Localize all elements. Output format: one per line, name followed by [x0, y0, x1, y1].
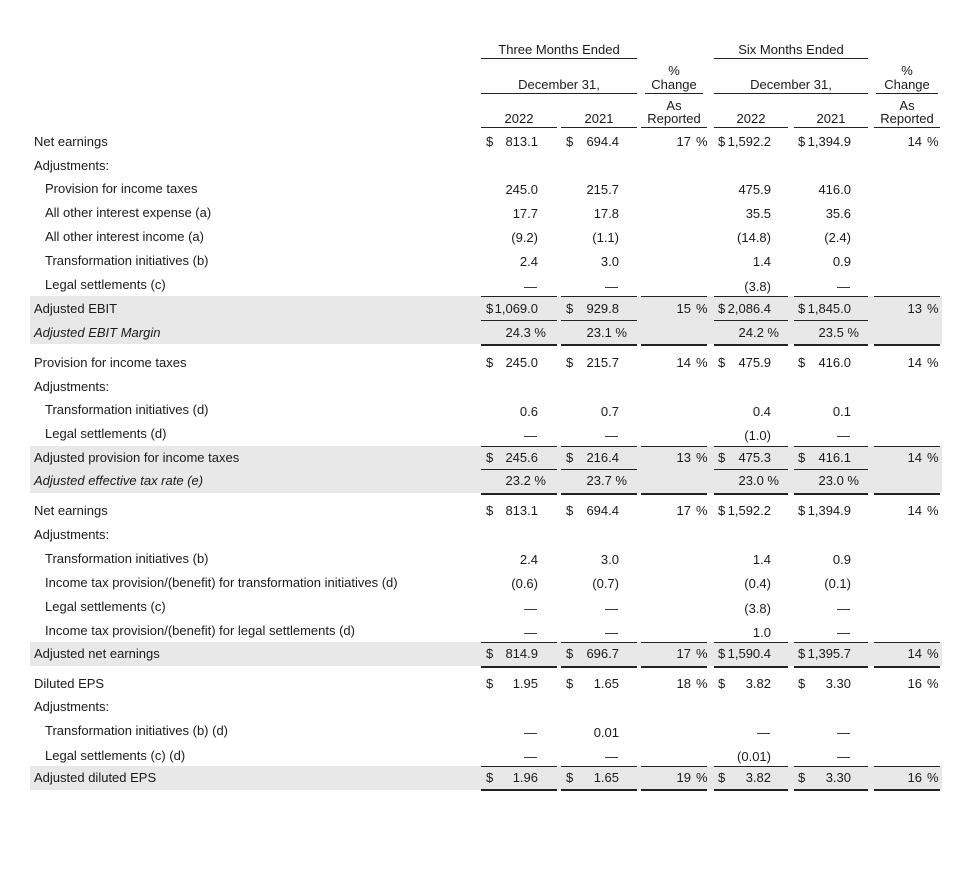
row-label: Legal settlements (c) — [45, 277, 166, 292]
table-rule — [561, 344, 637, 346]
value-cell: — — [837, 749, 850, 764]
header-pct-symbol-1: % — [668, 63, 680, 78]
header-dec31-three: December 31, — [518, 77, 600, 92]
dollar-sign: $ — [798, 503, 806, 518]
pct-change-value: 14 — [907, 646, 922, 661]
value-cell: 1,069.0 — [494, 301, 538, 316]
header-as-1: As — [666, 98, 682, 113]
value-cell: (9.2) — [511, 230, 538, 245]
table-rule — [561, 789, 637, 791]
row-label: All other interest expense (a) — [45, 205, 212, 220]
dollar-sign: $ — [798, 646, 806, 661]
dollar-sign: $ — [718, 676, 726, 691]
table-rule — [874, 344, 940, 346]
dollar-sign: $ — [718, 646, 726, 661]
value-cell: 3.30 — [825, 770, 851, 785]
row-label: Provision for income taxes — [45, 181, 198, 196]
pct-change-value: 14 — [907, 503, 922, 518]
row-label: Transformation initiatives (b) (d) — [45, 723, 229, 738]
dollar-sign: $ — [718, 301, 726, 316]
table-rule — [794, 344, 868, 346]
value-cell: 2.4 — [519, 552, 538, 567]
value-cell: 1,592.2 — [727, 503, 771, 518]
value-cell: — — [524, 428, 537, 443]
value-cell: 694.4 — [586, 503, 619, 518]
table-rule — [641, 642, 707, 643]
value-cell: 1,394.9 — [807, 503, 851, 518]
header-year-2022-b: 2022 — [736, 111, 766, 126]
pct-change-symbol: % — [927, 770, 939, 785]
table-rule — [714, 344, 788, 346]
value-cell: 23.7 % — [586, 473, 627, 488]
value-cell: 475.9 — [738, 355, 771, 370]
value-cell: 813.1 — [505, 134, 538, 149]
value-cell: 1.0 — [752, 625, 771, 640]
header-year-2021-b: 2021 — [816, 111, 846, 126]
table-rule — [794, 766, 868, 767]
table-rule — [561, 666, 637, 668]
table-rule — [874, 493, 940, 495]
dollar-sign: $ — [486, 301, 494, 316]
table-rule — [561, 493, 637, 495]
value-cell: 1.95 — [512, 676, 538, 691]
table-rule — [874, 296, 940, 297]
row-label: Transformation initiatives (b) — [45, 551, 209, 566]
dollar-sign: $ — [486, 134, 494, 149]
table-rule — [714, 320, 788, 321]
table-rule — [561, 469, 637, 470]
dollar-sign: $ — [798, 134, 806, 149]
value-cell: 17.7 — [512, 206, 538, 221]
table-rule — [481, 469, 557, 470]
table-rule — [794, 296, 868, 297]
value-cell: 3.30 — [825, 676, 851, 691]
row-label: Legal settlements (c) — [45, 599, 166, 614]
row-label: Adjustments: — [34, 527, 110, 542]
value-cell: 245.6 — [505, 450, 538, 465]
value-cell: (0.6) — [511, 576, 538, 591]
table-rule — [794, 493, 868, 495]
value-cell: 1,590.4 — [727, 646, 771, 661]
row-label: Income tax provision/(benefit) for legal settlements (d) — [45, 623, 355, 638]
value-cell: (14.8) — [737, 230, 771, 245]
value-cell: — — [605, 625, 618, 640]
row-label: Legal settlements (c) (d) — [45, 748, 186, 763]
pct-change-symbol: % — [927, 646, 939, 661]
row-label: Adjustments: — [34, 699, 110, 714]
value-cell: (0.7) — [592, 576, 619, 591]
value-cell: 1,592.2 — [727, 134, 771, 149]
table-rule — [561, 296, 637, 297]
dollar-sign: $ — [566, 301, 574, 316]
dollar-sign: $ — [798, 355, 806, 370]
pct-change-value: 15 — [676, 301, 691, 316]
dollar-sign: $ — [486, 770, 494, 785]
pct-change-symbol: % — [696, 355, 708, 370]
value-cell: 35.6 — [825, 206, 851, 221]
pct-change-symbol: % — [927, 301, 939, 316]
value-cell: — — [524, 625, 537, 640]
table-rule — [714, 446, 788, 447]
pct-change-symbol: % — [696, 134, 708, 149]
table-rule — [481, 446, 557, 447]
table-rule — [794, 469, 868, 470]
dollar-sign: $ — [718, 355, 726, 370]
dollar-sign: $ — [566, 450, 574, 465]
value-cell: 0.6 — [519, 404, 538, 419]
pct-change-symbol: % — [927, 134, 939, 149]
value-cell: 813.1 — [505, 503, 538, 518]
table-rule — [714, 493, 788, 495]
table-rule — [561, 446, 637, 447]
dollar-sign: $ — [566, 646, 574, 661]
pct-change-value: 13 — [676, 450, 691, 465]
row-label: Diluted EPS — [34, 676, 105, 691]
header-six-months: Six Months Ended — [738, 42, 844, 57]
value-cell: 23.1 % — [586, 325, 627, 340]
value-cell: 2,086.4 — [727, 301, 771, 316]
value-cell: 3.82 — [745, 770, 771, 785]
table-rule — [874, 642, 940, 643]
value-cell: 215.7 — [586, 355, 619, 370]
pct-change-symbol: % — [696, 450, 708, 465]
table-rule — [561, 766, 637, 767]
table-rule — [874, 766, 940, 767]
table-rule — [641, 666, 707, 668]
pct-change-value: 14 — [907, 450, 922, 465]
value-cell: — — [837, 428, 850, 443]
value-cell: — — [605, 279, 618, 294]
table-rule — [641, 296, 707, 297]
dollar-sign: $ — [566, 503, 574, 518]
table-rule — [714, 469, 788, 470]
pct-change-value: 14 — [907, 355, 922, 370]
table-rule — [481, 789, 557, 791]
pct-change-symbol: % — [927, 676, 939, 691]
table-rule — [714, 642, 788, 643]
value-cell: 1.65 — [593, 770, 619, 785]
table-rule — [481, 344, 557, 346]
value-cell: 3.82 — [745, 676, 771, 691]
table-rule — [561, 320, 637, 321]
value-cell: 0.4 — [752, 404, 771, 419]
row-label: Income tax provision/(benefit) for transformation initiatives (d) — [45, 575, 398, 590]
row-label: Adjusted EBIT — [34, 301, 118, 316]
row-label: Adjustments: — [34, 158, 110, 173]
pct-change-value: 17 — [676, 646, 691, 661]
value-cell: (1.0) — [744, 428, 771, 443]
value-cell: — — [524, 279, 537, 294]
value-cell: 1.65 — [593, 676, 619, 691]
value-cell: 0.9 — [832, 254, 851, 269]
pct-change-value: 14 — [676, 355, 691, 370]
header-as-2: As — [899, 98, 915, 113]
value-cell: (3.8) — [744, 601, 771, 616]
dollar-sign: $ — [798, 450, 806, 465]
table-rule — [481, 493, 557, 495]
dollar-sign: $ — [486, 676, 494, 691]
dollar-sign: $ — [566, 676, 574, 691]
pct-change-symbol: % — [927, 503, 939, 518]
pct-change-symbol: % — [927, 355, 939, 370]
value-cell: 2.4 — [519, 254, 538, 269]
dollar-sign: $ — [486, 355, 494, 370]
value-cell: 1,395.7 — [807, 646, 851, 661]
value-cell: 475.3 — [738, 450, 771, 465]
value-cell: 35.5 — [745, 206, 771, 221]
header-dec31-six: December 31, — [750, 77, 832, 92]
value-cell: 24.2 % — [738, 325, 779, 340]
value-cell: — — [837, 279, 850, 294]
value-cell: 814.9 — [505, 646, 538, 661]
table-rule — [481, 666, 557, 668]
value-cell: (1.1) — [592, 230, 619, 245]
table-rule — [481, 766, 557, 767]
value-cell: — — [605, 749, 618, 764]
dollar-sign: $ — [718, 503, 726, 518]
header-three-months: Three Months Ended — [498, 42, 620, 57]
value-cell: 416.0 — [818, 182, 851, 197]
value-cell: — — [837, 601, 850, 616]
value-cell: — — [837, 625, 850, 640]
table-rule — [481, 642, 557, 643]
table-rule — [794, 320, 868, 321]
value-cell: 245.0 — [505, 182, 538, 197]
pct-change-value: 17 — [676, 503, 691, 518]
row-label: Adjustments: — [34, 379, 110, 394]
value-cell: 215.7 — [586, 182, 619, 197]
value-cell: 1.4 — [752, 552, 771, 567]
value-cell: (3.8) — [744, 279, 771, 294]
value-cell: 23.5 % — [818, 325, 859, 340]
dollar-sign: $ — [566, 355, 574, 370]
pct-change-value: 14 — [907, 134, 922, 149]
table-rule — [641, 789, 707, 791]
header-change-1: Change — [651, 77, 697, 92]
pct-change-symbol: % — [696, 503, 708, 518]
row-label: Adjusted net earnings — [34, 646, 160, 661]
value-cell: (2.4) — [824, 230, 851, 245]
pct-change-symbol: % — [696, 770, 708, 785]
pct-change-value: 18 — [676, 676, 691, 691]
row-label: Adjusted provision for income taxes — [34, 450, 240, 465]
value-cell: 3.0 — [600, 552, 619, 567]
value-cell: 23.0 % — [818, 473, 859, 488]
header-change-2: Change — [884, 77, 930, 92]
value-cell: 1.4 — [752, 254, 771, 269]
row-label: Provision for income taxes — [34, 355, 187, 370]
dollar-sign: $ — [486, 646, 494, 661]
value-cell: 929.8 — [586, 301, 619, 316]
table-rule — [874, 789, 940, 791]
row-label: Net earnings — [34, 134, 108, 149]
value-cell: 216.4 — [586, 450, 619, 465]
value-cell: 17.8 — [593, 206, 619, 221]
value-cell: (0.4) — [744, 576, 771, 591]
header-reported-2: Reported — [880, 111, 934, 126]
table-rule — [794, 666, 868, 668]
row-label: Transformation initiatives (d) — [45, 402, 209, 417]
dollar-sign: $ — [566, 770, 574, 785]
table-rule — [641, 493, 707, 495]
table-rule — [794, 446, 868, 447]
header-reported-1: Reported — [647, 111, 701, 126]
dollar-sign: $ — [798, 676, 806, 691]
table-rule — [714, 789, 788, 791]
value-cell: 475.9 — [738, 182, 771, 197]
value-cell: — — [524, 749, 537, 764]
value-cell: (0.1) — [824, 576, 851, 591]
table-rule — [641, 446, 707, 447]
value-cell: 1,394.9 — [807, 134, 851, 149]
value-cell: — — [524, 725, 537, 740]
value-cell: 416.0 — [818, 355, 851, 370]
value-cell: — — [837, 725, 850, 740]
pct-change-symbol: % — [696, 646, 708, 661]
pct-change-symbol: % — [696, 301, 708, 316]
value-cell: 694.4 — [586, 134, 619, 149]
table-rule — [714, 296, 788, 297]
table-rule — [794, 642, 868, 643]
table-rule — [714, 766, 788, 767]
table-rule — [874, 666, 940, 668]
value-cell: 3.0 — [600, 254, 619, 269]
dollar-sign: $ — [566, 134, 574, 149]
dollar-sign: $ — [718, 450, 726, 465]
value-cell: 0.1 — [832, 404, 851, 419]
dollar-sign: $ — [486, 503, 494, 518]
header-year-2021-a: 2021 — [584, 111, 614, 126]
pct-change-value: 13 — [907, 301, 922, 316]
value-cell: 245.0 — [505, 355, 538, 370]
row-label: Legal settlements (d) — [45, 426, 167, 441]
value-cell: 0.7 — [600, 404, 619, 419]
value-cell: — — [524, 601, 537, 616]
row-label: Transformation initiatives (b) — [45, 253, 209, 268]
value-cell: 0.9 — [832, 552, 851, 567]
header-pct-symbol-2: % — [901, 63, 913, 78]
value-cell: (0.01) — [737, 749, 771, 764]
value-cell: — — [605, 428, 618, 443]
table-rule — [561, 642, 637, 643]
value-cell: 1,845.0 — [807, 301, 851, 316]
pct-change-value: 16 — [907, 676, 922, 691]
table-rule — [481, 320, 557, 321]
dollar-sign: $ — [718, 770, 726, 785]
value-cell: 416.1 — [818, 450, 851, 465]
table-rule — [714, 666, 788, 668]
pct-change-symbol: % — [696, 676, 708, 691]
row-label: Net earnings — [34, 503, 108, 518]
table-rule — [481, 296, 557, 297]
dollar-sign: $ — [798, 770, 806, 785]
table-rule — [794, 789, 868, 791]
row-label: Adjusted effective tax rate (e) — [34, 473, 204, 488]
row-label: Adjusted diluted EPS — [34, 770, 157, 785]
table-rule — [874, 446, 940, 447]
value-cell: 696.7 — [586, 646, 619, 661]
table-rule — [641, 766, 707, 767]
pct-change-value: 19 — [676, 770, 691, 785]
value-cell: 0.01 — [593, 725, 619, 740]
header-year-2022-a: 2022 — [504, 111, 534, 126]
row-label: Adjusted EBIT Margin — [34, 325, 161, 340]
value-cell: — — [605, 601, 618, 616]
row-label: All other interest income (a) — [45, 229, 204, 244]
value-cell: 23.2 % — [505, 473, 546, 488]
dollar-sign: $ — [798, 301, 806, 316]
value-cell: 1.96 — [512, 770, 538, 785]
pct-change-value: 17 — [676, 134, 691, 149]
dollar-sign: $ — [486, 450, 494, 465]
table-rule — [641, 344, 707, 346]
value-cell: 24.3 % — [505, 325, 546, 340]
value-cell: — — [757, 725, 770, 740]
pct-change-symbol: % — [927, 450, 939, 465]
pct-change-value: 16 — [907, 770, 922, 785]
value-cell: 23.0 % — [738, 473, 779, 488]
dollar-sign: $ — [718, 134, 726, 149]
